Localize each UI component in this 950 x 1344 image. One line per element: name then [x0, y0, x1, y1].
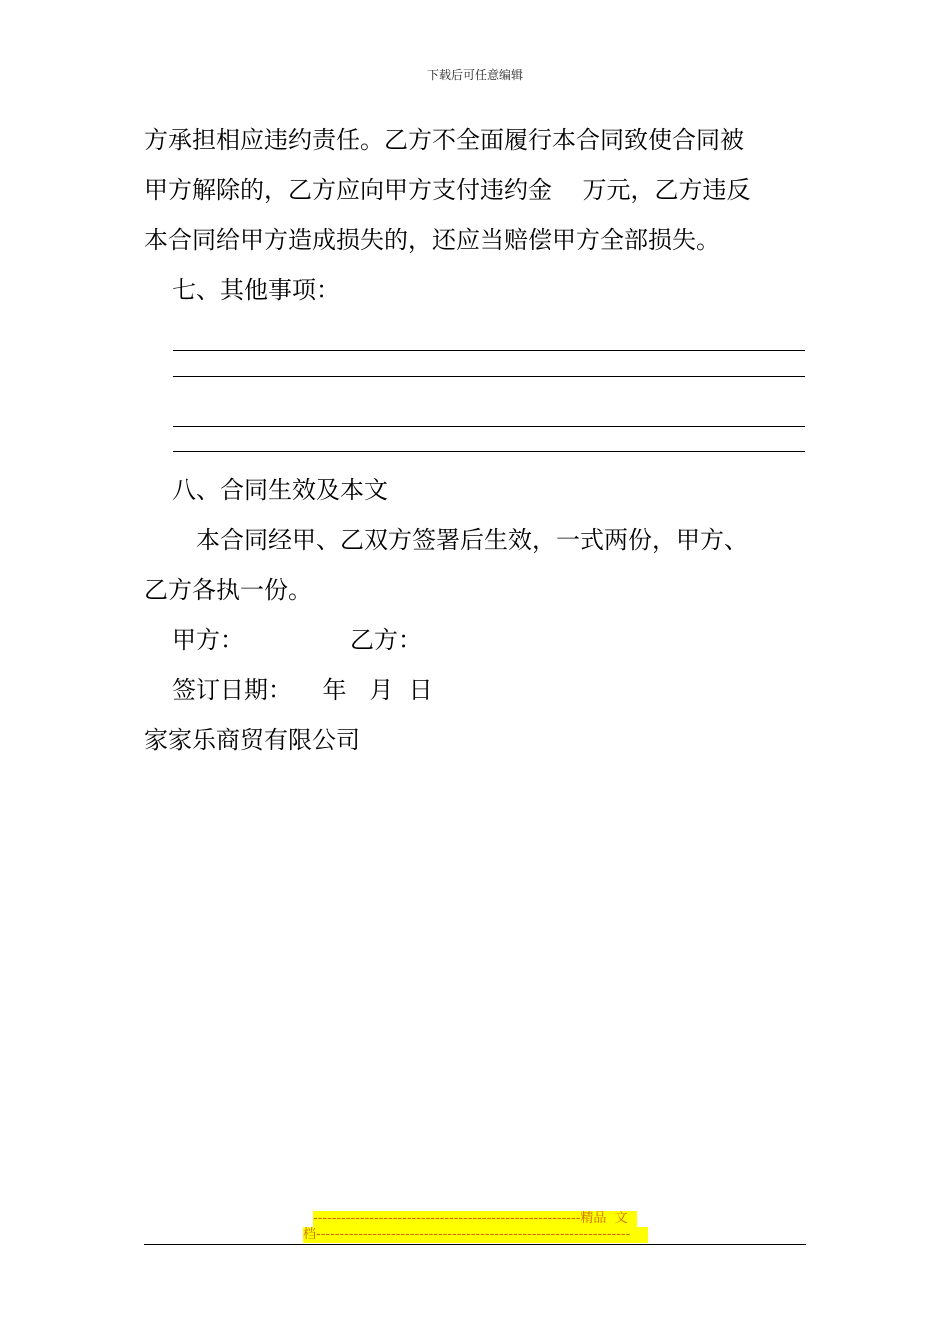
- footer-rule: [144, 1244, 806, 1245]
- footer-watermark-line1: ---------------------------------------------------------精品 文: [313, 1211, 637, 1227]
- blank-fill-line: [173, 451, 805, 452]
- company-name: 家家乐商贸有限公司: [144, 726, 360, 754]
- blank-fill-line: [173, 426, 805, 427]
- section-title-other-matters: 七、其他事项：: [172, 276, 340, 304]
- paragraph-line: 本合同给甲方造成损失的，还应当赔偿甲方全部损失。: [144, 226, 720, 254]
- paragraph-line: 本合同经甲、乙双方签署后生效，一式两份，甲方、: [196, 526, 748, 554]
- footer-watermark-line2: 档-------------------------------------------------------------------: [303, 1227, 648, 1243]
- party-b-label: 乙方：: [350, 626, 422, 654]
- paragraph-line: 甲方解除的，乙方应向甲方支付违约金 万元，乙方违反: [144, 176, 751, 204]
- page-header: 下载后可任意编辑: [426, 68, 523, 82]
- section-title-effect: 八、合同生效及本文: [172, 476, 388, 504]
- blank-fill-line: [173, 350, 805, 351]
- paragraph-line: 乙方各执一份。: [144, 576, 312, 604]
- signing-date-label: 签订日期： 年 月 日: [172, 676, 433, 704]
- party-a-label: 甲方：: [172, 626, 244, 654]
- blank-fill-line: [173, 376, 805, 377]
- paragraph-line: 方承担相应违约责任。乙方不全面履行本合同致使合同被: [144, 126, 744, 154]
